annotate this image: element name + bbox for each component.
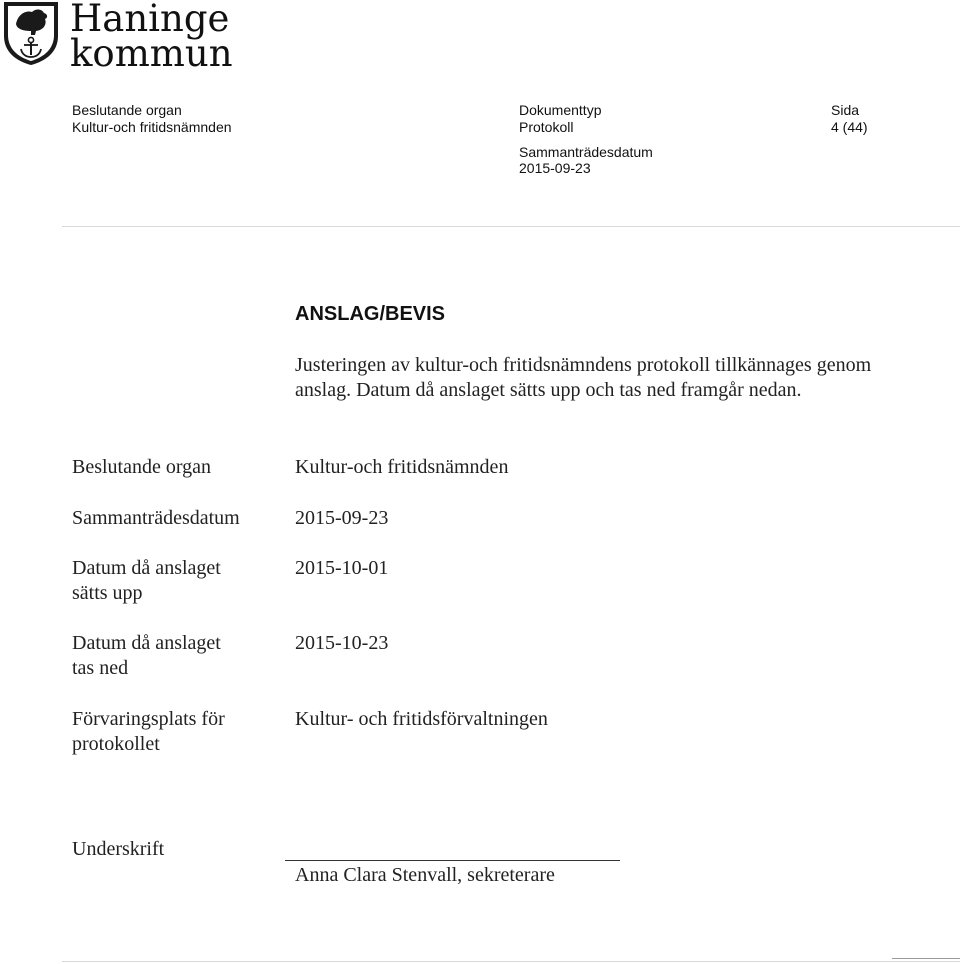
row-label-beslutande-organ: Beslutande organ	[72, 456, 212, 478]
header-doctype-label: Dokumenttyp	[519, 102, 602, 118]
header-doctype-value: Protokoll	[519, 119, 574, 135]
header-page-label: Sida	[831, 102, 860, 118]
row-label-forvaringsplats-line2: protokollet	[72, 733, 160, 755]
signature-line	[285, 860, 620, 861]
signature-name: Anna Clara Stenvall, sekreterare	[295, 864, 555, 886]
logo-name-line1: Haninge	[70, 0, 230, 40]
notice-intro: Justeringen av kultur-och fritidsnämndens protokoll tillkännages genom anslag. Datum då anslaget sätts upp och tas ned framgår nedan.	[295, 354, 872, 401]
row-label-anslag-ned-line2: tas ned	[72, 657, 129, 679]
header-date-label: Sammanträdesdatum	[519, 144, 653, 160]
header-organ-value: Kultur-och fritidsnämnden	[72, 119, 232, 135]
header-date-value: 2015-09-23	[519, 160, 591, 176]
coat-of-arms-icon	[2, 0, 60, 66]
row-value-anslag-upp: 2015-10-01	[295, 557, 389, 579]
footer-mark	[892, 958, 960, 959]
row-value-sammantradesdatum: 2015-09-23	[295, 507, 389, 529]
header-divider	[62, 226, 960, 227]
row-label-anslag-upp-line2: sätts upp	[72, 582, 143, 604]
row-label-anslag-ned: Datum då anslaget	[72, 632, 221, 654]
footer-divider	[62, 961, 960, 962]
row-value-forvaringsplats: Kultur- och fritidsförvaltningen	[295, 708, 548, 730]
row-value-beslutande-organ: Kultur-och fritidsnämnden	[295, 456, 509, 478]
header-page-value: 4 (44)	[831, 119, 868, 135]
signature-label: Underskrift	[72, 838, 165, 860]
logo-name-line2: kommun	[70, 32, 233, 75]
row-label-forvaringsplats: Förvaringsplats för	[72, 708, 225, 730]
row-label-sammantradesdatum: Sammanträdesdatum	[72, 507, 240, 529]
notice-title: ANSLAG/BEVIS	[295, 303, 446, 325]
row-value-anslag-ned: 2015-10-23	[295, 632, 389, 654]
header-organ-label: Beslutande organ	[72, 102, 182, 118]
row-label-anslag-upp: Datum då anslaget	[72, 557, 221, 579]
